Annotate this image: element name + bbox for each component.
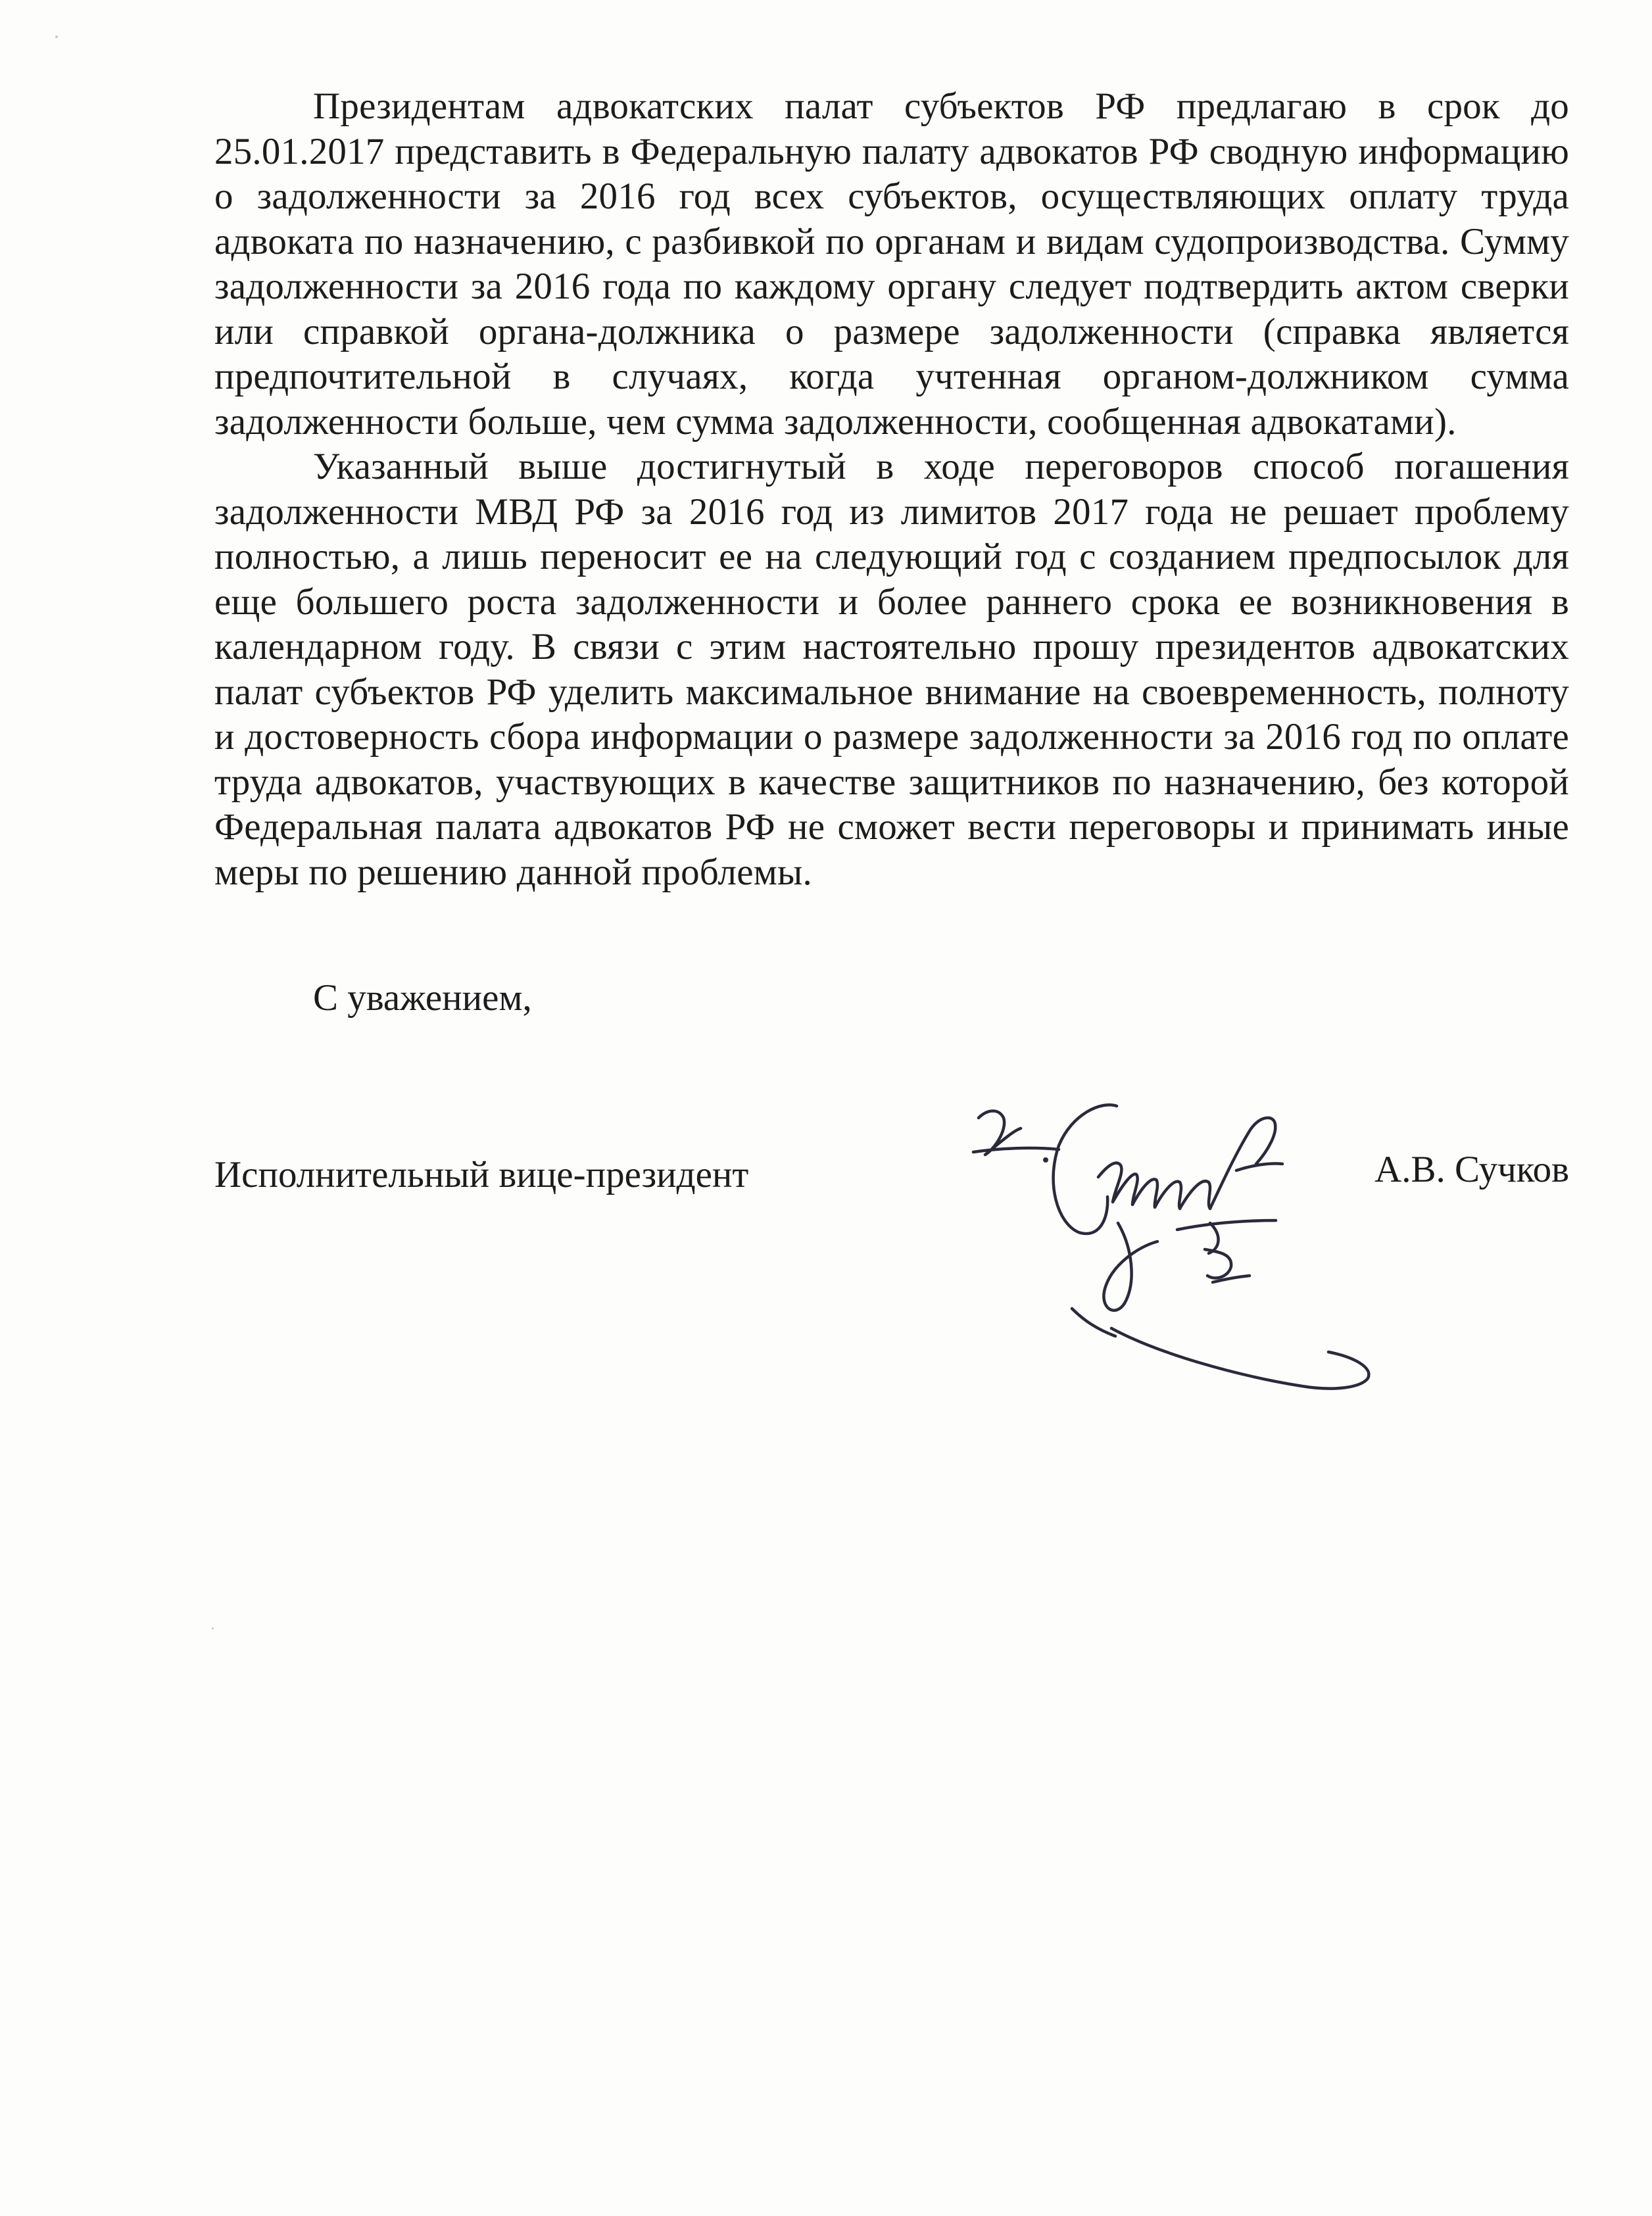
letter-body [214,84,1569,895]
signer-position: Исполнительный вице-президент [214,1154,749,1195]
scan-speck [55,36,58,38]
paragraph-debt-report-request: Президентам адвокатских палат субъектов РФ предлагаю в срок до 25.01.2017 представить в Федеральную палату адвокатов РФ сводную информацию о задолженности за 2016 год всех субъектов, осуществляющих оплату труда адвоката по назначению, с разбивкой по органам и видам судопроизводства. Сумму задолженности за 2016 года по каждому органу следует подтвердить актом сверки или справкой органа-должника о размере задолженности (справка является предпочтительной в случаях, когда учтенная органом-должником сумма задолженности больше, чем сумма задолженности, сообщенная адвокатами). [214,85,1569,443]
paragraph-debt-problem: Указанный выше достигнутый в ходе переговоров способ погашения задолженности МВД РФ за 2016 год из лимитов 2017 года не решает проблему полностью, а лишь переносит ее на следующий год с созданием предпосылок для еще большего роста задолженности и более раннего срока ее возникновения в календарном году. В связи с этим настоятельно прошу президентов адвокатских палат субъектов РФ уделить максимальное внимание на своевременность, полноту и достоверность сбора информации о размере задолженности за 2016 год по оплате труда адвокатов, участвующих в качестве защитников по назначению, без которой Федеральная палата адвокатов РФ не сможет вести переговоры и принимать иные меры по решению данной проблемы. [214,446,1569,893]
closing-phrase: С уважением, [313,977,532,1019]
scan-speck [212,1627,214,1629]
handwritten-signature-icon [960,1092,1407,1401]
signer-name: А.В. Сучков [1374,1149,1569,1190]
